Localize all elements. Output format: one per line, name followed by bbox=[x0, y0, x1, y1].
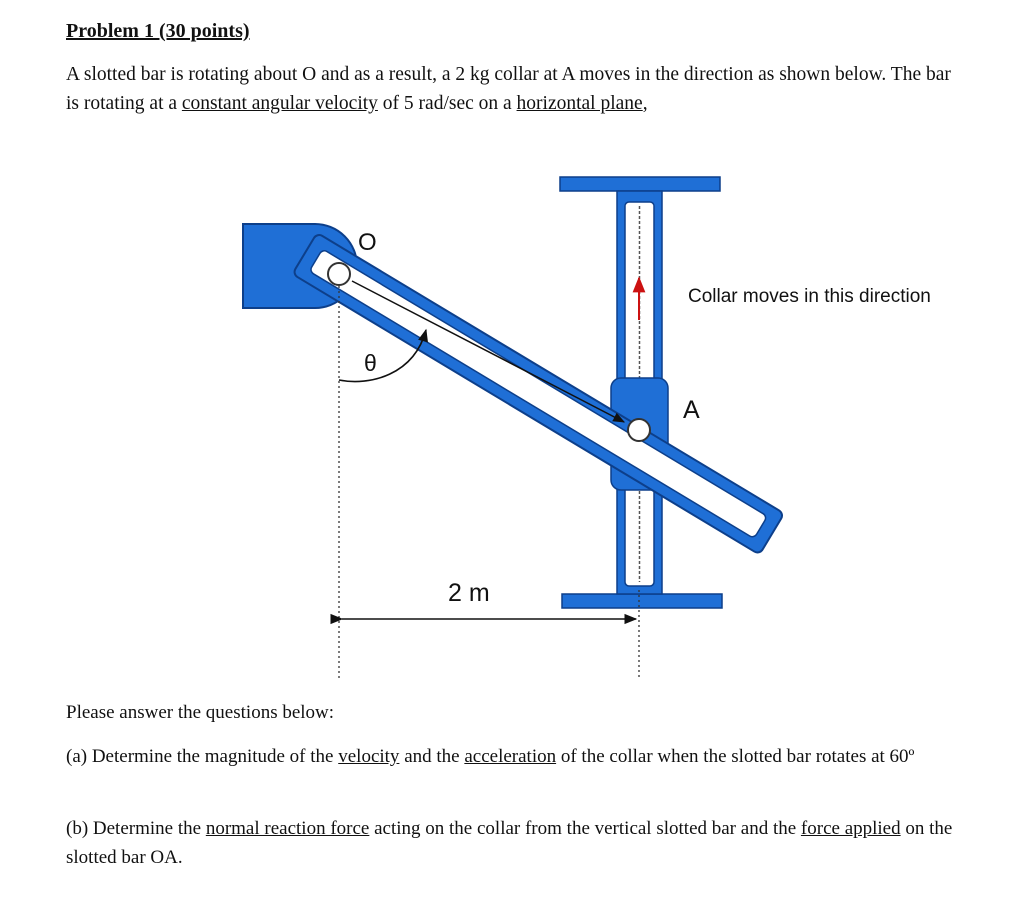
question-b-underline-force-applied: force applied bbox=[800, 818, 901, 839]
question-a-underline-acceleration: acceleration bbox=[464, 746, 557, 767]
label-theta: θ bbox=[364, 350, 377, 376]
question-b-text-2: acting on the collar from the vertical slotted bar and the bbox=[369, 818, 801, 839]
question-b bbox=[66, 814, 956, 872]
question-b-text-1: (b) Determine the bbox=[66, 818, 206, 839]
position-vector-oa bbox=[352, 281, 624, 422]
top-flange bbox=[560, 177, 720, 191]
question-b-underline-normal-force: normal reaction force bbox=[205, 818, 370, 839]
label-collar-direction: Collar moves in this direction bbox=[688, 286, 931, 307]
intro-underline-angular-velocity: constant angular velocity bbox=[181, 93, 378, 114]
intro-text-2: of 5 rad/sec on a bbox=[377, 93, 517, 114]
mechanism-diagram bbox=[0, 150, 1024, 690]
label-distance: 2 m bbox=[448, 579, 490, 607]
intro-text-1: A slotted bar is rotating about O and as a result, a 2 kg collar at A moves in the direction as shown below. The bar is rotating at a bbox=[66, 64, 951, 114]
bottom-flange bbox=[562, 594, 722, 608]
label-o: O bbox=[358, 229, 377, 256]
question-b-text-3: on the slotted bar OA. bbox=[66, 818, 953, 868]
problem-statement bbox=[66, 60, 966, 118]
intro-text-3: , bbox=[642, 93, 648, 114]
problem-title: Problem 1 (30 points) bbox=[66, 20, 250, 42]
question-a-text-3: of the collar when the slotted bar rotates at 60º bbox=[556, 746, 915, 767]
pin-o bbox=[328, 263, 350, 285]
question-a-text-2: and the bbox=[399, 746, 465, 767]
question-a bbox=[66, 742, 956, 771]
intro-underline-horizontal-plane: horizontal plane bbox=[516, 93, 643, 114]
slotted-bar-oa bbox=[292, 233, 784, 555]
label-a: A bbox=[683, 396, 700, 424]
questions-intro: Please answer the questions below: bbox=[66, 702, 335, 723]
pin-a bbox=[628, 419, 650, 441]
question-a-underline-velocity: velocity bbox=[338, 746, 400, 767]
question-a-text-1: (a) Determine the magnitude of the bbox=[66, 746, 339, 767]
